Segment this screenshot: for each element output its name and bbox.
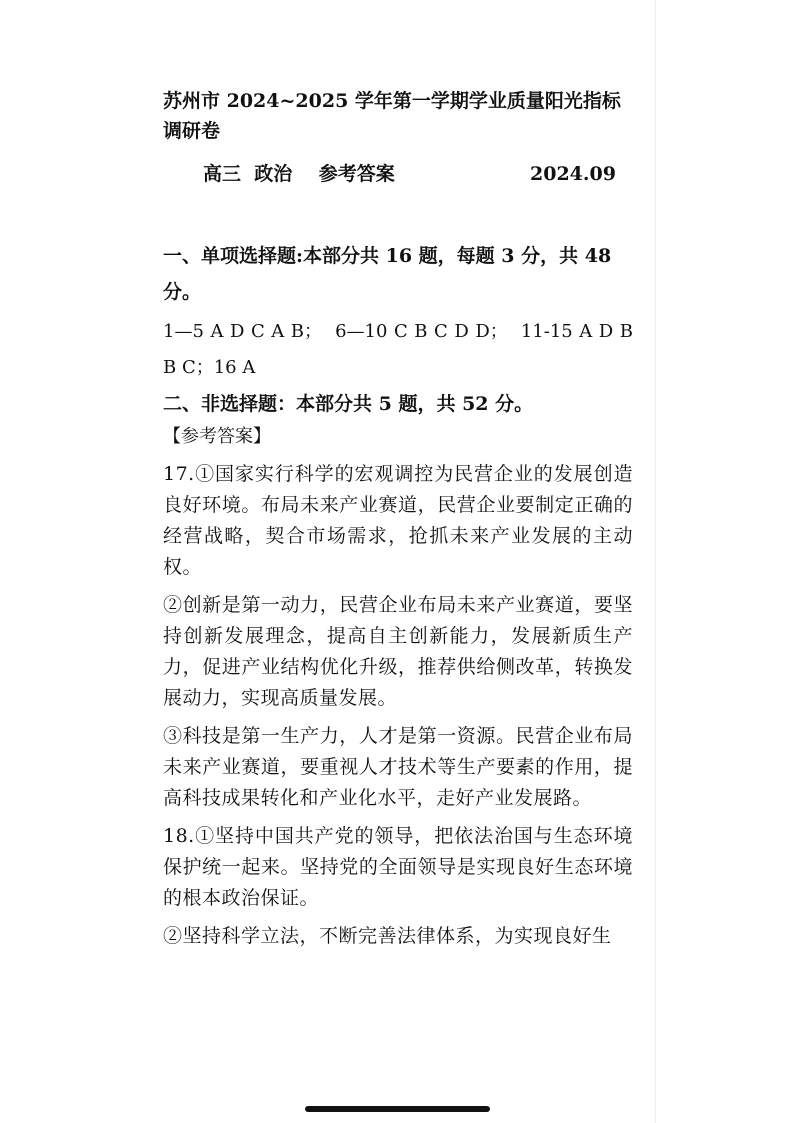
answer-paragraph: ②坚持科学立法，不断完善法律体系，为实现良好生 bbox=[163, 925, 612, 947]
document-date: 2024.09 bbox=[530, 163, 616, 185]
section2-heading: 二、非选择题：本部分共 5 题，共 52 分。 bbox=[163, 393, 534, 415]
answer-paragraph: ③科技是第一生产力，人才是第一资源。民营企业布局未来产业赛道，要重视人才技术等生产要素的作用，提高科技成果转化和产业化水平，走好产业发展路。 bbox=[163, 725, 633, 809]
section1-heading: 一、单项选择题:本部分共 16 题，每题 3 分，共 48 分。 bbox=[163, 245, 612, 303]
document-title: 苏州市 2024~2025 学年第一学期学业质量阳光指标调研卷 bbox=[163, 90, 621, 142]
section1-answers: 1—5 A D C A B； 6—10 C B C D D； 11-15 A D B B C；16 A bbox=[163, 321, 639, 378]
subject-label: 高三 政治 参考答案 bbox=[203, 163, 395, 185]
answer-paragraph: ②创新是第一动力，民营企业布局未来产业赛道，要坚持创新发展理念，提高自主创新能力，发展新质生产力，促进产业结构优化升级，推荐供给侧改革，转换发展动力，实现高质量发展。 bbox=[163, 594, 633, 709]
answer-paragraph: 18.①坚持中国共产党的领导，把依法治国与生态环境保护统一起来。坚持党的全面领导是实现良好生态环境的根本政治保证。 bbox=[163, 825, 633, 909]
home-indicator-bar[interactable] bbox=[305, 1106, 490, 1112]
document-subtitle bbox=[203, 160, 633, 188]
answer-document bbox=[163, 86, 639, 952]
answer-paragraph: 17.①国家实行科学的宏观调控为民营企业的发展创造良好环境。布局未来产业赛道，民营企业要制定正确的经营战略，契合市场需求，抢抓未来产业发展的主动权。 bbox=[163, 463, 633, 578]
reference-label: 【参考答案】 bbox=[163, 426, 271, 447]
page-edge-divider bbox=[655, 0, 656, 1123]
